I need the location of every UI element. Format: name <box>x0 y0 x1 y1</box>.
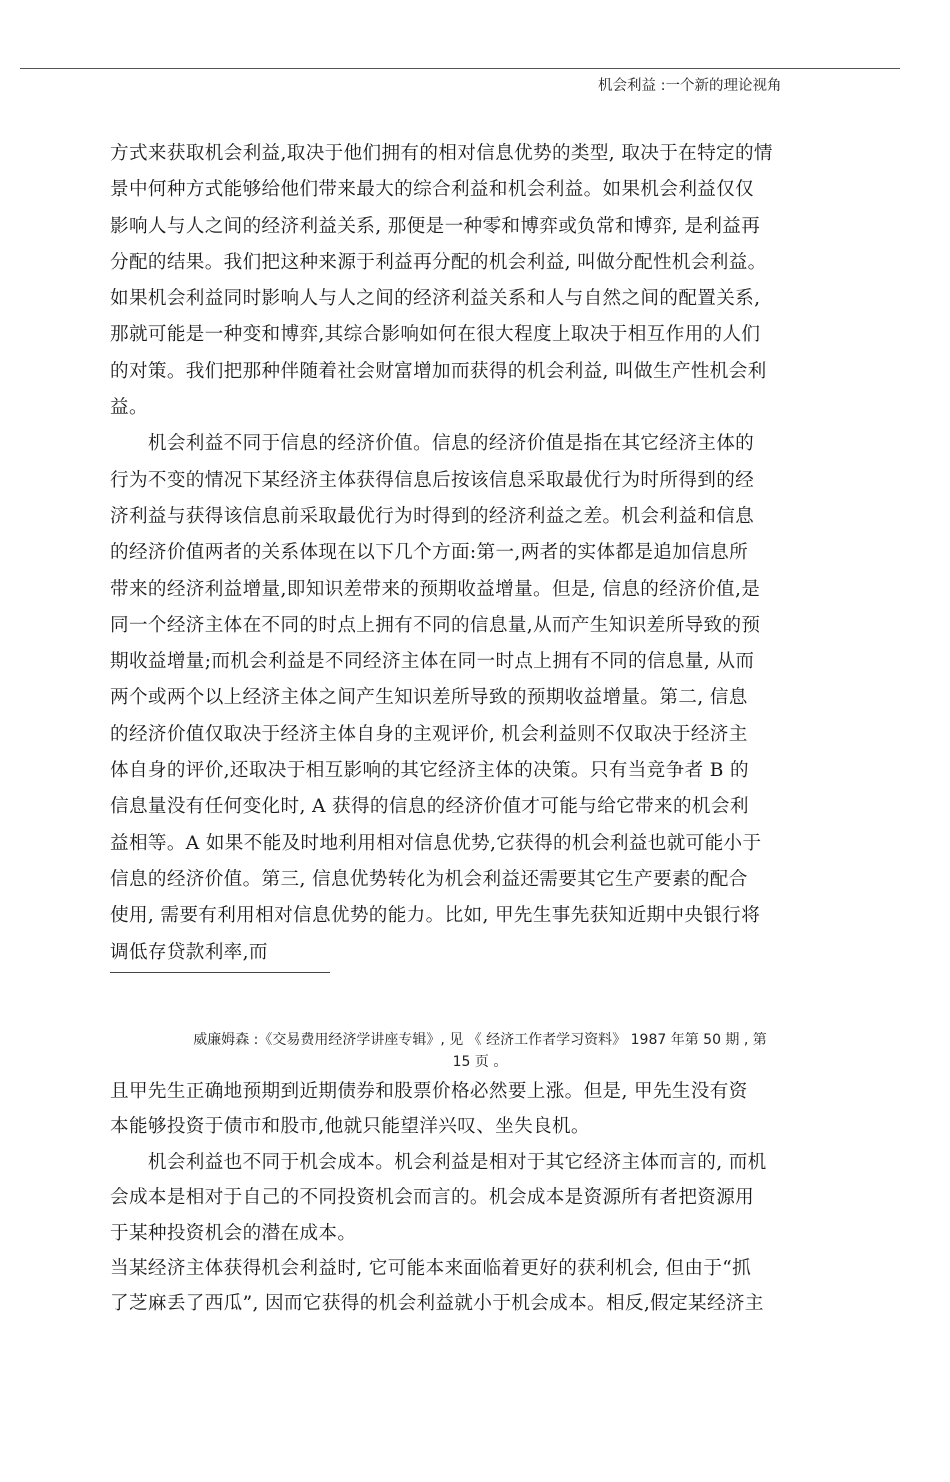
body-line: 信息量没有任何变化时, A 获得的信息的经济价值才可能与给它带来的机会利 <box>110 796 749 818</box>
body-line: 分配的结果。我们把这种来源于利益再分配的机会利益, 叫做分配性机会利益。 <box>110 251 767 273</box>
body-line: 且甲先生正确地预期到近期债券和股票价格必然要上涨。但是, 甲先生没有资 <box>110 1081 748 1102</box>
body-text-bottom <box>110 1074 840 1322</box>
running-title: 机会利益 :一个新的理论视角 <box>598 78 782 94</box>
body-line: 调低存贷款利率,而 <box>110 941 268 963</box>
body-line: 方式来获取机会利益,取决于他们拥有的相对信息优势的类型, 取决于在特定的情 <box>110 143 773 164</box>
body-line: 的经济价值两者的关系体现在以下几个方面:第一,两者的实体都是追加信息所 <box>110 542 749 564</box>
body-line: 的对策。我们把那种伴随着社会财富增加而获得的机会利益, 叫做生产性机会利 <box>110 360 767 382</box>
body-line: 如果机会利益同时影响人与人之间的经济利益关系和人与自然之间的配置关系, <box>110 288 761 310</box>
footnote-rule <box>110 972 330 973</box>
body-line: 会成本是相对于自己的不同投资机会而言的。机会成本是资源所有者把资源用 <box>110 1187 755 1209</box>
body-line: 期收益增量;而机会利益是不同经济主体在同一时点上拥有不同的信息量, 从而 <box>110 651 755 673</box>
body-line: 使用, 需要有利用相对信息优势的能力。比如, 甲先生事先获知近期中央银行将 <box>110 905 761 927</box>
body-line: 机会利益不同于信息的经济价值。信息的经济价值是指在其它经济主体的 <box>110 433 755 455</box>
body-line: 两个或两个以上经济主体之间产生知识差所导致的预期收益增量。第二, 信息 <box>110 687 748 709</box>
body-line: 济利益与获得该信息前采取最优行为时得到的经济利益之差。机会利益和信息 <box>110 505 755 527</box>
body-line: 景中何种方式能够给他们带来最大的综合利益和机会利益。如果机会利益仅仅 <box>110 179 755 201</box>
body-line: 影响人与人之间的经济利益关系, 那便是一种零和博弈或负常和博弈, 是利益再 <box>110 215 761 237</box>
body-line: 了芝麻丢了西瓜”, 因而它获得的机会利益就小于机会成本。相反,假定某经济主 <box>110 1293 764 1315</box>
body-line: 带来的经济利益增量,即知识差带来的预期收益增量。但是, 信息的经济价值,是 <box>110 578 761 600</box>
body-line: 益相等。A 如果不能及时地利用相对信息优势,它获得的机会利益也就可能小于 <box>110 832 762 854</box>
body-line: 于某种投资机会的潜在成本。 <box>110 1222 357 1244</box>
body-text-top <box>110 136 840 971</box>
body-line: 同一个经济主体在不同的时点上拥有不同的信息量,从而产生知识差所导致的预 <box>110 614 761 636</box>
body-line: 那就可能是一种变和博弈,其综合影响如何在很大程度上取决于相互作用的人们 <box>110 324 761 346</box>
body-line: 行为不变的情况下某经济主体获得信息后按该信息采取最优行为时所得到的经 <box>110 469 755 491</box>
body-line: 本能够投资于债市和股市,他就只能望洋兴叹、坐失良机。 <box>110 1116 590 1138</box>
body-line: 信息的经济价值。第三, 信息优势转化为机会利益还需要其它生产要素的配合 <box>110 868 748 890</box>
footnote-line: 威廉姆森 :《交易费用经济学讲座专辑》, 见 《 经济工作者学习资料》 1987 年第 50 期 , 第 <box>193 1032 767 1048</box>
body-line: 当某经济主体获得机会利益时, 它可能本来面临着更好的获利机会, 但由于“抓 <box>110 1257 752 1279</box>
body-line: 益。 <box>110 397 148 419</box>
footnote-line: 15 页 。 <box>452 1054 508 1070</box>
body-line: 体自身的评价,还取决于相互影响的其它经济主体的决策。只有当竞争者 B 的 <box>110 760 749 782</box>
body-line: 的经济价值仅取决于经济主体自身的主观评价, 机会利益则不仅取决于经济主 <box>110 723 748 745</box>
header-rule <box>20 68 900 69</box>
footnote <box>110 1029 850 1073</box>
body-line: 机会利益也不同于机会成本。机会利益是相对于其它经济主体而言的, 而机 <box>110 1151 767 1173</box>
